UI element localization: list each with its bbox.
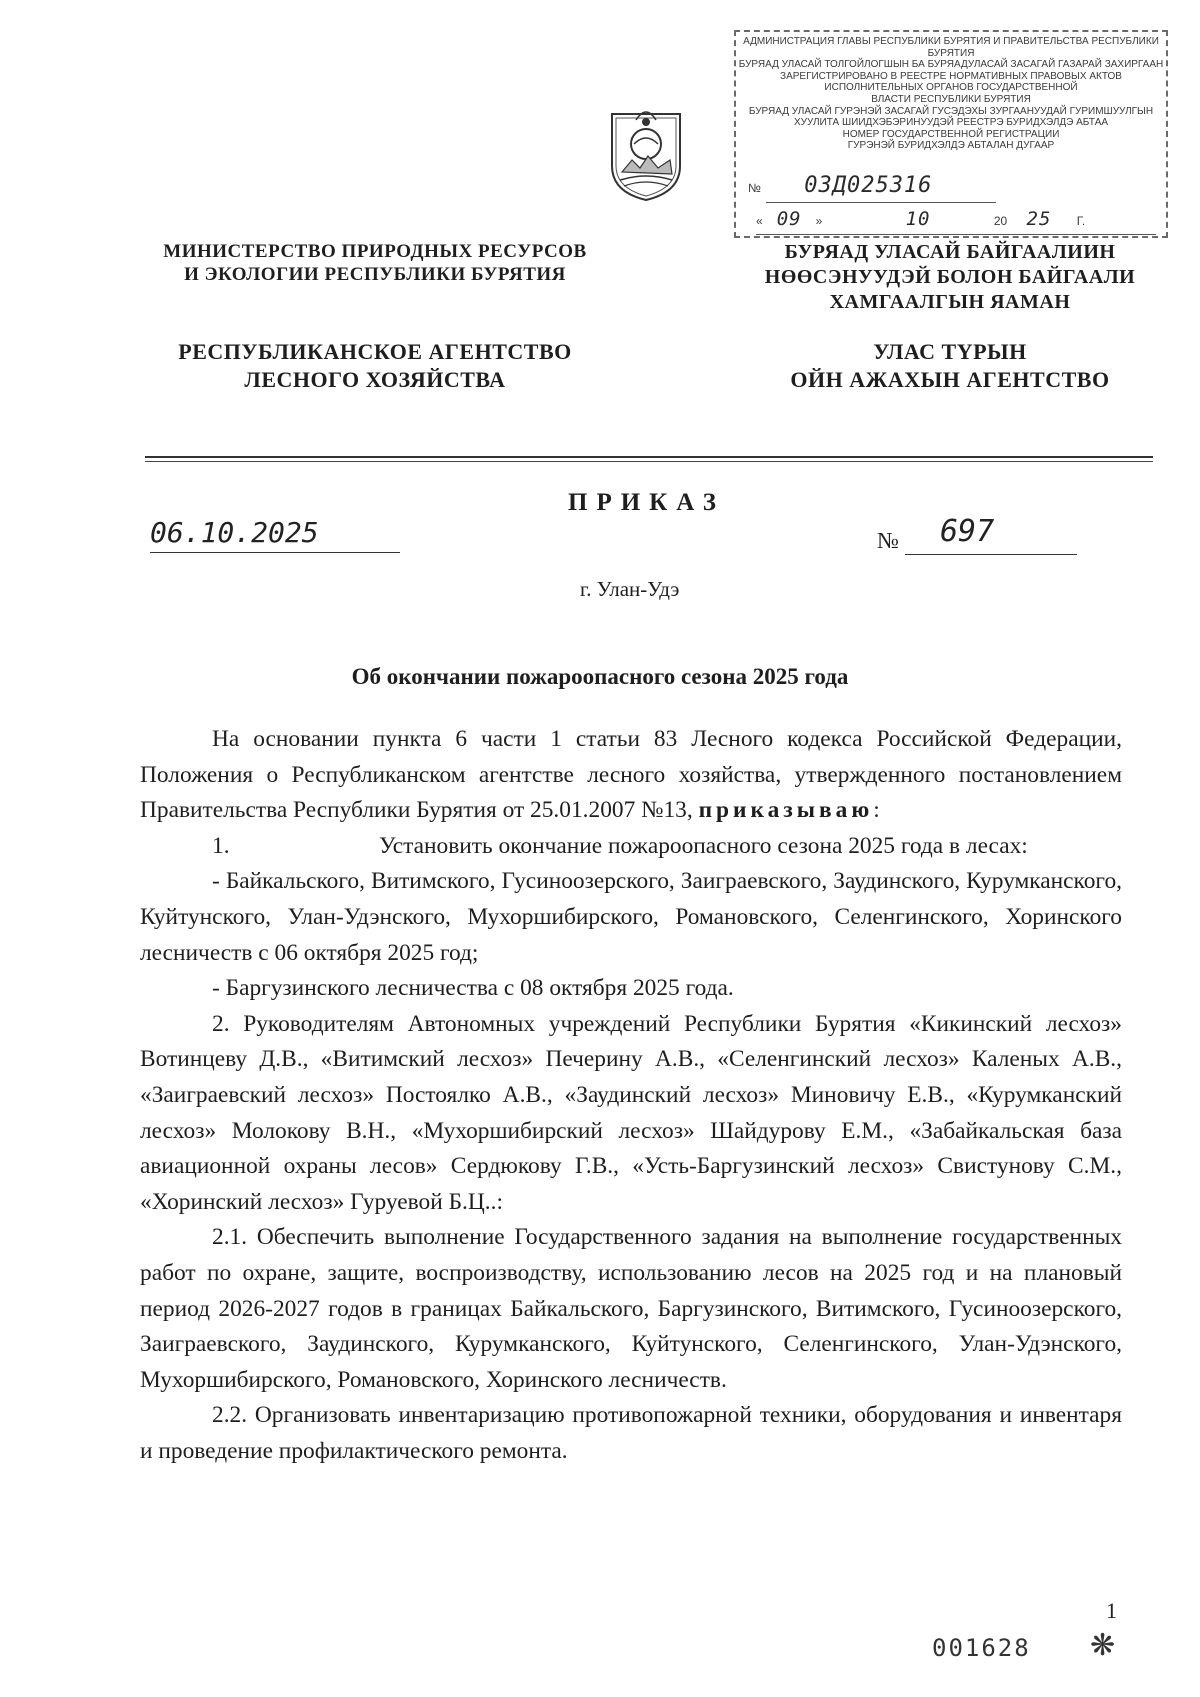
serial-number: 001628 <box>932 1634 1031 1662</box>
order-verb: приказываю <box>698 797 874 824</box>
stamp-line: БУРЯАД УЛАСАЙ ГУРЭНЭЙ ЗАСАГАЙ ГУСЭДЭХЫ ЗУРГААНУУДАЙ ГУРИМШУУЛГЫН <box>748 105 1154 117</box>
item-1-b: - Баргузинского лесничества с 08 октября 2025 года. <box>212 975 734 1002</box>
agency-bua-line: УЛАС ТYРЫН <box>873 339 1027 364</box>
order-number: 697 <box>940 514 995 549</box>
item-1-a: - Байкальского, Витимского, Гусиноозерского, Заиграевского, Заудинского, Курумканского, Куйтунского, Улан-Удэнского, Мухоршибирского, Романовского, Селенгинского, Хоринского лесничеств с 06 октября 2025 год; <box>140 868 1122 966</box>
document-title: Об окончании пожароопасного сезона 2025 года <box>351 664 849 689</box>
basis-text: На основании пункта 6 части 1 статьи 83 Лесного кодекса Российской Федерации, Положения о Республиканском агентстве лесного хозяйства, утвержденного постановлением Правительства Республики Бурятия от 25.01.2007 №13, <box>140 726 1122 824</box>
stamp-number-line <box>766 202 996 203</box>
ministry-bua-line: НӨӨСЭНУУДЭЙ БОЛОН БАЙГААЛИ <box>764 266 1136 288</box>
document-body <box>140 722 1122 1469</box>
order-number-line <box>905 554 1077 555</box>
header-divider <box>145 456 1153 458</box>
item-2-1: 2.1. Обеспечить выполнение Государственного задания на выполнение государственных работ по охране, защите, воспроизводству, использованию лесов на 2025 год и на плановый период 2026-2027 годов в границах Байкальского, Баргузинского, Витимского, Гусиноозерского, Заиграевского, Заудинского, Курумканского, Куйтунского, Селенгинского, Улан-Удэнского, Мухоршибирского, Романовского, Хоринского лесничеств. <box>140 1224 1122 1393</box>
stamp-date-row: « 09 » 10 20 25 Г. <box>756 208 1086 230</box>
stamp-number-row <box>748 173 1048 198</box>
item-1-text: Установить окончание пожароопасного сезона 2025 года в лесах: <box>379 832 1028 859</box>
stamp-line: АДМИНИСТРАЦИЯ ГЛАВЫ РЕСПУБЛИКИ БУРЯТИЯ И ПРАВИТЕЛЬСТВА РЕСПУБЛИКИ БУРЯТИЯ <box>743 36 1159 59</box>
item-2-2: 2.2. Организовать инвентаризацию противопожарной техники, оборудования и инвентаря и проведение профилактического ремонта. <box>140 1402 1122 1464</box>
agency-bua-line: ОЙН АЖАХЫН АГЕНТСТВО <box>790 367 1110 392</box>
coat-of-arms-emblem <box>606 100 686 204</box>
order-title: ПРИКАЗ <box>568 489 725 516</box>
star-mark-icon: ❋ <box>1090 1629 1116 1662</box>
ministry-name-bua <box>730 240 1170 315</box>
stamp-line: БУРЯАД УЛАСАЙ ТОЛГОЙЛОГШЫН БА БУРЯАДУЛАСАЙ ЗАСАГАЙ ГАЗАРАЙ ЗАХИРГААН <box>738 59 1164 71</box>
emblem-icon <box>606 100 686 204</box>
order-city: г. Улан-Удэ <box>580 577 680 601</box>
ministry-name-ru <box>150 240 600 286</box>
stamp-line: НОМЕР ГОСУДАРСТВЕННОЙ РЕГИСТРАЦИИ <box>842 128 1060 140</box>
item-2: 2. Руководителям Автономных учреждений Республики Бурятия «Кикинский лесхоз» Вотинцеву Д.В., «Витимский лесхоз» Печерину А.В., «Селенгинский лесхоз» Каленых А.В., «Заиграевский лесхоз» Постоялко А.В., «Заудинский лесхоз» Миновичу Е.В., «Курумканский лесхоз» Молокову В.Н., «Мухоршибирский лесхоз» Шайдурову Е.М., «Забайкальская база авиационной охраны лесов» Сердюкову Г.В., «Усть-Баргузинский лесхоз» Свистунову С.М., «Хоринский лесхоз» Гуруевой Б.Ц..: <box>140 1010 1122 1215</box>
agency-name-ru <box>150 338 600 394</box>
agency-ru-line: ЛЕСНОГО ХОЗЯЙСТВА <box>244 367 506 392</box>
ministry-bua-line: ХАМГААЛГЫН ЯАМАН <box>829 291 1071 313</box>
item-1-number: 1. <box>212 832 230 859</box>
page-number: 1 <box>1106 1598 1117 1623</box>
stamp-number-value: 03Д025316 <box>804 173 933 198</box>
agency-ru-line: РЕСПУБЛИКАНСКОЕ АГЕНТСТВО <box>178 339 572 364</box>
ministry-bua-line: БУРЯАД УЛАСАЙ БАЙГААЛИИН <box>784 241 1116 263</box>
stamp-line: ИСПОЛНИТЕЛЬНЫХ ОРГАНОВ ГОСУДАРСТВЕННОЙ <box>824 82 1078 94</box>
item-1 <box>140 829 1122 865</box>
stamp-date-year: 25 <box>1026 208 1052 230</box>
order-date: 06.10.2025 <box>150 516 319 549</box>
ministry-ru-line: И ЭКОЛОГИИ РЕСПУБЛИКИ БУРЯТИЯ <box>184 264 566 285</box>
stamp-number-prefix: № <box>748 181 761 195</box>
stamp-line: ВЛАСТИ РЕСПУБЛИКИ БУРЯТИЯ <box>871 93 1031 105</box>
order-date-line <box>150 552 400 553</box>
agency-name-bua <box>730 338 1170 394</box>
stamp-date-line <box>756 234 1156 235</box>
stamp-date-century: 20 <box>993 214 1008 228</box>
header-divider-thin <box>145 461 1153 462</box>
stamp-line: ЗАРЕГИСТРИРОВАНО В РЕЕСТРЕ НОРМАТИВНЫХ ПРАВОВЫХ АКТОВ <box>780 70 1122 82</box>
stamp-date-suffix: Г. <box>1076 214 1086 228</box>
paragraph-basis <box>140 722 1122 829</box>
ministry-ru-line: МИНИСТЕРСТВО ПРИРОДНЫХ РЕСУРСОВ <box>163 241 587 262</box>
stamp-date-day: 09 <box>776 208 802 230</box>
stamp-date-month: 10 <box>905 208 931 230</box>
registration-stamp <box>734 30 1168 238</box>
order-number-label: № <box>877 528 899 553</box>
stamp-line: ГУРЭНЭЙ БУРИДХЭЛДЭ АБТАЛАН ДУГААР <box>847 140 1055 152</box>
stamp-line: ХУУЛИТА ШИИДХЭБЭРИНУУДЭЙ РЕЕСТРЭ БУРИДХЭЛДЭ АБТАА <box>793 117 1109 129</box>
basis-colon: : <box>873 797 880 824</box>
